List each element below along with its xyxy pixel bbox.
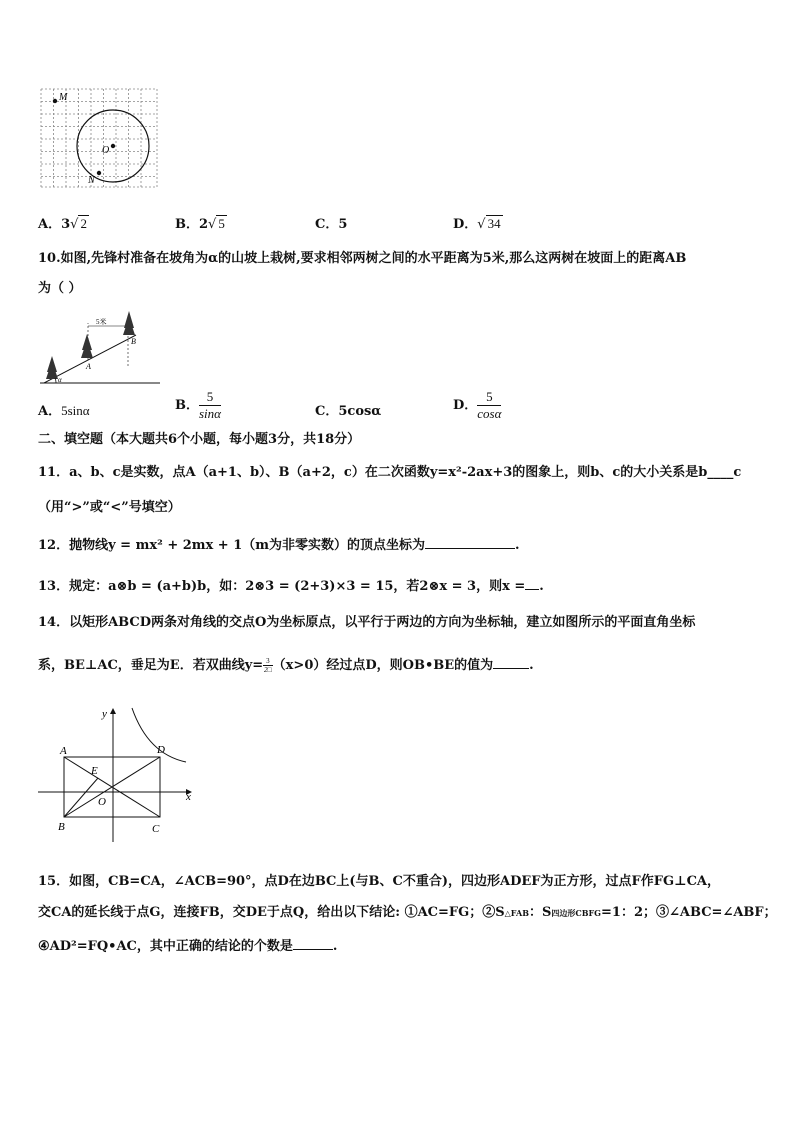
q10-option-b: B． $\frac{5}{\sin\alpha}$ [175,389,221,421]
q9-label-n: N [88,175,95,186]
q10-option-a: A．5sinα [38,403,90,419]
q14-answer-blank[interactable] [493,656,529,669]
q12-answer-blank[interactable] [425,536,515,549]
q14-label-c: C [152,823,160,835]
q9-label-o: O [102,145,110,156]
q10-option-c: C．5cosα [315,404,382,419]
q10-label-alpha: α [58,376,62,384]
q14-stem-line1: 14．以矩形ABCD两条对角线的交点O为坐标原点，以平行于两边的方向为坐标轴，建立如图所示的平面直角坐标 [38,615,696,630]
q10-option-d: D． $\frac{5}{\cos\alpha}$ [453,389,502,421]
q10-label-b: B [131,337,136,346]
q14-label-e: E [91,765,98,777]
q13-answer-blank[interactable] [525,577,539,590]
q14-label-o: O [98,796,106,808]
q11-stem-line1: 11．a、b、c是实数，点A（a+1、b）、B（a+2，c）在二次函数y=x²-2ax+3的图象上，则b、c的大小关系是b____c [38,465,742,480]
q9-option-c: C．5 [315,217,348,232]
q11-stem-line2: （用“>”或“<”号填空） [38,500,181,515]
q13-stem: 13．规定：a⊗b = (a+b)b，如：2⊗3 = (2+3)×3 = 15，若2⊗x = 3，则x = . [38,579,544,594]
q15-stem-line1: 15．如图，CB=CA，∠ACB=90°，点D在边BC上(与B、C不重合)，四边形ADEF为正方形，过点F作FG⊥CA， [38,874,721,889]
q15-stem-line3: ④AD²=FQ•AC，其中正确的结论的个数是 . [38,939,338,954]
q10-slope-figure [36,306,164,386]
q14-label-b: B [58,821,65,833]
q9-grid-circle-figure [39,87,159,189]
q9-option-b: B．2√ 5 [175,216,225,232]
q14-label-a: A [60,745,67,757]
q10-dist-label: 5米 [96,318,107,326]
q14-rectangle-figure [36,704,198,844]
q12-stem: 12．抛物线y = mx² + 2mx + 1（m为非零实数）的顶点坐标为 . [38,538,520,553]
q15-stem-line2: 交CA的延长线于点G，连接FB，交DE于点Q，给出以下结论: ①AC=FG；②S△FAB：S四边形CBFG=1：2；③∠ABC=∠ABF； [38,905,777,920]
q14-label-x: x [186,791,191,803]
q14-label-y: y [102,708,107,720]
q10-stem-line1: 10.如图,先锋村准备在坡角为α的山坡上栽树,要求相邻两树之间的水平距离为5米,那么这两树在坡面上的距离AB [38,251,687,266]
section-heading-fill-in: 二、填空题（本大题共6个小题，每小题3分，共18分） [38,432,361,447]
q10-stem-line2: 为（ ） [38,281,82,296]
q14-stem-line2: 系，BE⊥AC，垂足为E．若双曲线y= $\frac{3}{2□}$ （x>0）经过点D，则OB•BE的值为 . [38,657,534,674]
q14-label-d: D [157,744,165,756]
q9-label-m: M [59,92,68,103]
q9-option-d: D．√ 34 [453,216,501,232]
q10-label-a: A [86,362,91,371]
q15-answer-blank[interactable] [293,937,333,950]
q9-option-a: A．3√ 2 [38,216,87,232]
